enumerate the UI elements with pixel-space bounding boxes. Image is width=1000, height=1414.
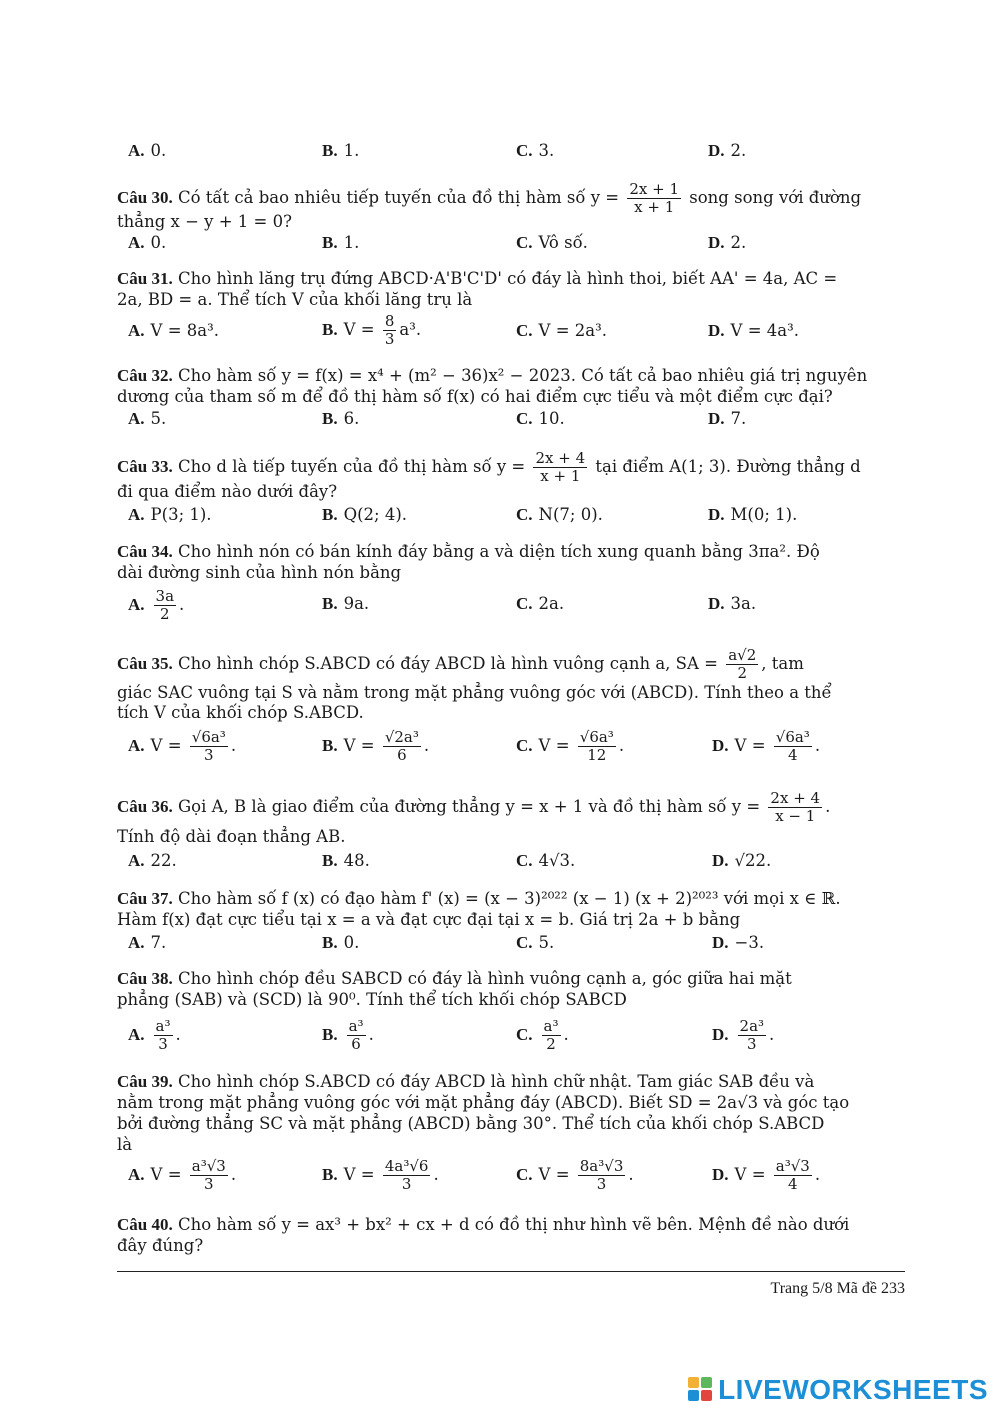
q32-option-d[interactable]: D. 7. [708,409,747,428]
q29-option-c[interactable]: C. 3. [516,141,555,160]
q38-stem-line2: phẳng (SAB) và (SCD) là 90⁰. Tính thể tích khối chóp SABCD [117,990,627,1009]
q29-option-b[interactable]: B. 1. [322,141,360,160]
q32-stem-line2: dương của tham số m để đồ thị hàm số f(x) có hai điểm cực tiểu và một điểm cực đại? [117,387,833,406]
q32-stem-line1: Câu 32. Cho hàm số y = f(x) = x⁴ + (m² − 36)x² − 2023. Có tất cả bao nhiêu giá trị nguyên [117,366,868,385]
q37-stem-line1: Câu 37. Cho hàm số f (x) có đạo hàm f' (x) = (x − 3)²⁰²² (x − 1) (x + 2)²⁰²³ với mọi x ∈ ℝ. [117,889,841,908]
q34-option-b[interactable]: B. 9a. [322,594,370,613]
q38-option-c[interactable]: C. $\frac{\text{a³}}{2}$ . [516,1017,569,1053]
q38-option-b[interactable]: B. $\frac{\text{a³}}{6}$ . [322,1017,374,1053]
q31-option-a[interactable]: A. V = 8a³. [128,321,219,340]
q32-option-c[interactable]: C. 10. [516,409,565,428]
q37-option-d[interactable]: D. −3. [712,933,765,952]
q36-option-d[interactable]: D. √22. [712,851,772,870]
logo-grid-icon [688,1377,714,1403]
q30-option-b[interactable]: B. 1. [322,233,360,252]
q34-option-d[interactable]: D. 3a. [708,594,757,613]
q37-option-c[interactable]: C. 5. [516,933,555,952]
q39-option-c[interactable]: C. V = $\frac{\text{8a³√3}}{3}$ . [516,1157,634,1193]
q39-stem-line3: bởi đường thẳng SC và mặt phẳng (ABCD) bằng 30°. Thể tích của khối chóp S.ABCD [117,1114,825,1133]
q35-option-a[interactable]: A. V = $\frac{\text{√6a³}}{3}$ . [128,728,237,764]
footer-divider [117,1271,905,1272]
q36-option-b[interactable]: B. 48. [322,851,370,870]
q33-option-a[interactable]: A. P(3; 1). [128,505,212,524]
q38-option-d[interactable]: D. $\frac{\text{2a³}}{3}$ . [712,1017,775,1053]
q31-stem-line1: Câu 31. Cho hình lăng trụ đứng ABCD·A'B'C'D' có đáy là hình thoi, biết AA' = 4a, AC = [117,269,838,288]
q38-option-a[interactable]: A. $\frac{\text{a³}}{3}$ . [128,1017,181,1053]
q34-stem-line1: Câu 34. Cho hình nón có bán kính đáy bằng a và diện tích xung quanh bằng 3πa². Độ [117,542,820,561]
q37-option-a[interactable]: A. 7. [128,933,167,952]
q39-stem-line4: là [117,1135,133,1154]
q30-option-a[interactable]: A. 0. [128,233,167,252]
q33-option-d[interactable]: D. M(0; 1). [708,505,798,524]
q32-option-b[interactable]: B. 6. [322,409,360,428]
q39-option-d[interactable]: D. V = $\frac{\text{a³√3}}{4}$ . [712,1157,821,1193]
q37-stem-line2: Hàm f(x) đạt cực tiểu tại x = a và đạt cực đại tại x = b. Giá trị 2a + b bằng [117,910,741,929]
q29-option-a[interactable]: A. 0. [128,141,167,160]
q33-option-c[interactable]: C. N(7; 0). [516,505,603,524]
q35-stem-line2: giác SAC vuông tại S và nằm trong mặt phẳng vuông góc với (ABCD). Tính theo a thể [117,683,832,702]
q31-option-d[interactable]: D. V = 4a³. [708,321,799,340]
q38-stem-line1: Câu 38. Cho hình chóp đều SABCD có đáy là hình vuông cạnh a, góc giữa hai mặt [117,969,792,988]
q35-option-d[interactable]: D. V = $\frac{\text{√6a³}}{4}$ . [712,728,821,764]
q39-option-b[interactable]: B. V = $\frac{\text{4a³√6}}{3}$ . [322,1157,439,1193]
q37-option-b[interactable]: B. 0. [322,933,360,952]
q39-stem-line1: Câu 39. Cho hình chóp S.ABCD có đáy ABCD là hình chữ nhật. Tam giác SAB đều và [117,1072,815,1091]
q40-stem-line1: Câu 40. Cho hàm số y = ax³ + bx² + cx + d có đồ thị như hình vẽ bên. Mệnh đề nào dưới [117,1215,850,1234]
q35-stem-line1: Câu 35. Cho hình chóp S.ABCD có đáy ABCD là hình vuông cạnh a, SA = $\frac{a√2}{2}$ , tam [117,646,804,682]
q40-stem-line2: đây đúng? [117,1236,204,1255]
q33-option-b[interactable]: B. Q(2; 4). [322,505,408,524]
q31-stem-line2: 2a, BD = a. Thể tích V của khối lăng trụ là [117,290,473,309]
q35-option-b[interactable]: B. V = $\frac{\text{√2a³}}{6}$ . [322,728,430,764]
q36-stem-line1: Câu 36. Gọi A, B là giao điểm của đường thẳng y = x + 1 và đồ thị hàm số y = $\frac{2x + 4}{x - 1}$ . [117,789,831,825]
q30-option-d[interactable]: D. 2. [708,233,747,252]
q39-option-a[interactable]: A. V = $\frac{\text{a³√3}}{3}$ . [128,1157,237,1193]
logo-text: LIVEWORKSHEETS [718,1374,988,1405]
q30-stem-line2: thẳng x − y + 1 = 0? [117,212,292,231]
q34-option-c[interactable]: C. 2a. [516,594,565,613]
q31-option-c[interactable]: C. V = 2a³. [516,321,607,340]
q36-stem-line2: Tính độ dài đoạn thẳng AB. [117,827,346,846]
q34-option-a[interactable]: A. $\frac{3a}{2}$ . [128,587,185,623]
q31-option-b[interactable]: B. V = $\frac{8}{3}$ a³. [322,312,422,348]
q35-stem-line3: tích V của khối chóp S.ABCD. [117,703,364,722]
q36-option-c[interactable]: C. 4√3. [516,851,576,870]
q33-stem-line2: đi qua điểm nào dưới đây? [117,482,338,501]
q29-option-d[interactable]: D. 2. [708,141,747,160]
q32-option-a[interactable]: A. 5. [128,409,167,428]
q39-stem-line2: nằm trong mặt phẳng vuông góc với mặt phẳng đáy (ABCD). Biết SD = 2a√3 và góc tạo [117,1093,850,1112]
q33-stem-line1: Câu 33. Cho d là tiếp tuyến của đồ thị hàm số y = $\frac{2x + 4}{x + 1}$ tại điểm A(1; 3). Đường thẳng d [117,449,861,485]
page-footer: Trang 5/8 Mã đề 233 [770,1280,905,1297]
liveworksheets-logo [688,1374,988,1406]
q30-option-c[interactable]: C. Vô số. [516,233,588,252]
q30-stem-line1: Câu 30. Có tất cả bao nhiêu tiếp tuyến của đồ thị hàm số y = $\frac{2x + 1}{x + 1}$ song song với đường [117,180,862,216]
q36-option-a[interactable]: A. 22. [128,851,177,870]
q35-option-c[interactable]: C. V = $\frac{\text{√6a³}}{12}$ . [516,728,625,764]
q34-stem-line2: dài đường sinh của hình nón bằng [117,563,402,582]
